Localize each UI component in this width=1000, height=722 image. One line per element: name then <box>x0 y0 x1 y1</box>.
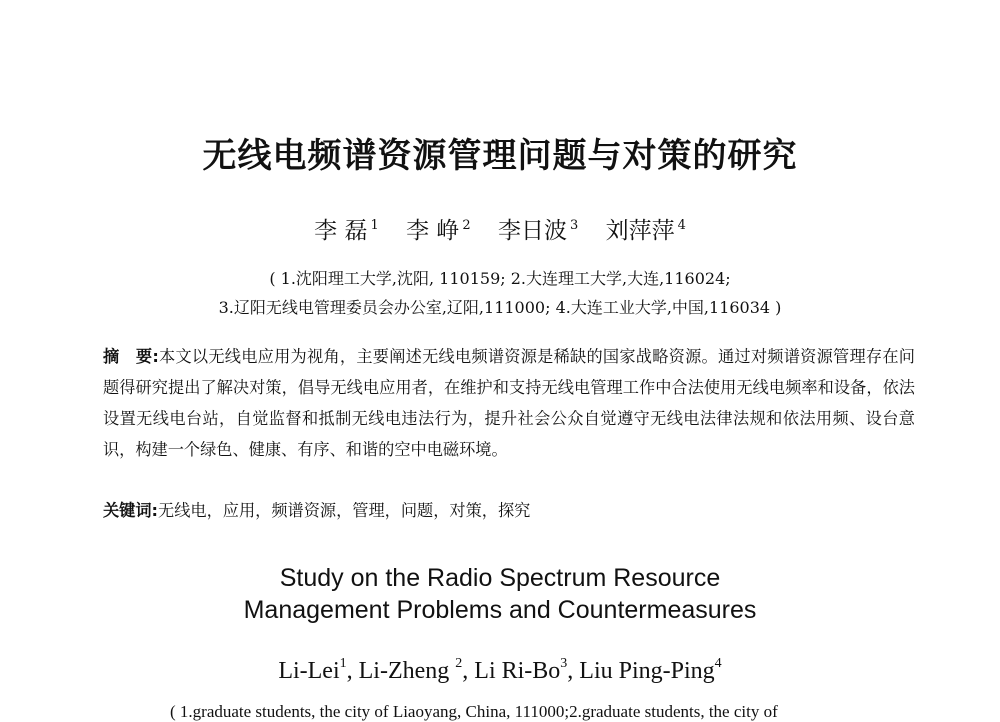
chinese-affiliation-line-2: 3.辽阳无线电管理委员会办公室,辽阳,111000; 4.大连工业大学,中国,116034 ) <box>218 298 782 317</box>
english-author-list <box>0 656 1000 685</box>
chinese-author: 李 磊 $^1$ <box>314 218 379 244</box>
abstract-text: 本文以无线电应用为视角，主要阐述无线电频谱资源是稀缺的国家战略资源。通过对频谱资源管理存在问题得研究提出了解决对策，倡导无线电应用者，在维护和支持无线电管理工作中合法使用无线电频率和设备，依法设置无线电台站，自觉监督和抵制无线电违法行为，提升社会公众自觉遵守无线电法律法规和依法用频、设台意识，构建一个绿色、健康、有序、和谐的空中电磁环境。 <box>103 347 915 459</box>
keywords-text: 无线电，应用，频谱资源，管理，问题，对策，探究 <box>158 501 531 520</box>
english-title-line-1: Study on the Radio Spectrum Resource <box>279 564 721 592</box>
chinese-author: 李 峥 $^2$ <box>406 218 471 244</box>
chinese-author: 李日波 $^3$ <box>497 218 579 244</box>
english-affiliation-partial: ( 1.graduate students, the city of Liaoyang, China, 111000;2.graduate students, the city of <box>170 702 778 721</box>
abstract-label: 摘 要: <box>103 347 159 366</box>
chinese-author-list <box>0 212 1000 245</box>
chinese-title: 无线电频谱资源管理问题与对策的研究 <box>202 136 798 176</box>
english-author: Li-Zheng $^2$, <box>358 656 475 684</box>
english-author: Li Ri-Bo$^3$, <box>474 656 580 684</box>
chinese-author: 刘萍萍 $^4$ <box>605 218 686 244</box>
keywords-label: 关键词: <box>103 501 159 520</box>
english-title-line-2: Management Problems and Countermeasures <box>243 596 757 624</box>
english-author: Li-Lei$^1$, <box>278 656 359 684</box>
chinese-keywords <box>103 497 915 521</box>
chinese-abstract <box>103 341 915 465</box>
chinese-affiliation-line-1: ( 1.沈阳理工大学,沈阳, 110159; 2.大连理工大学,大连,116024; <box>269 269 731 288</box>
english-author: Liu Ping-Ping$^4$ <box>579 656 722 684</box>
